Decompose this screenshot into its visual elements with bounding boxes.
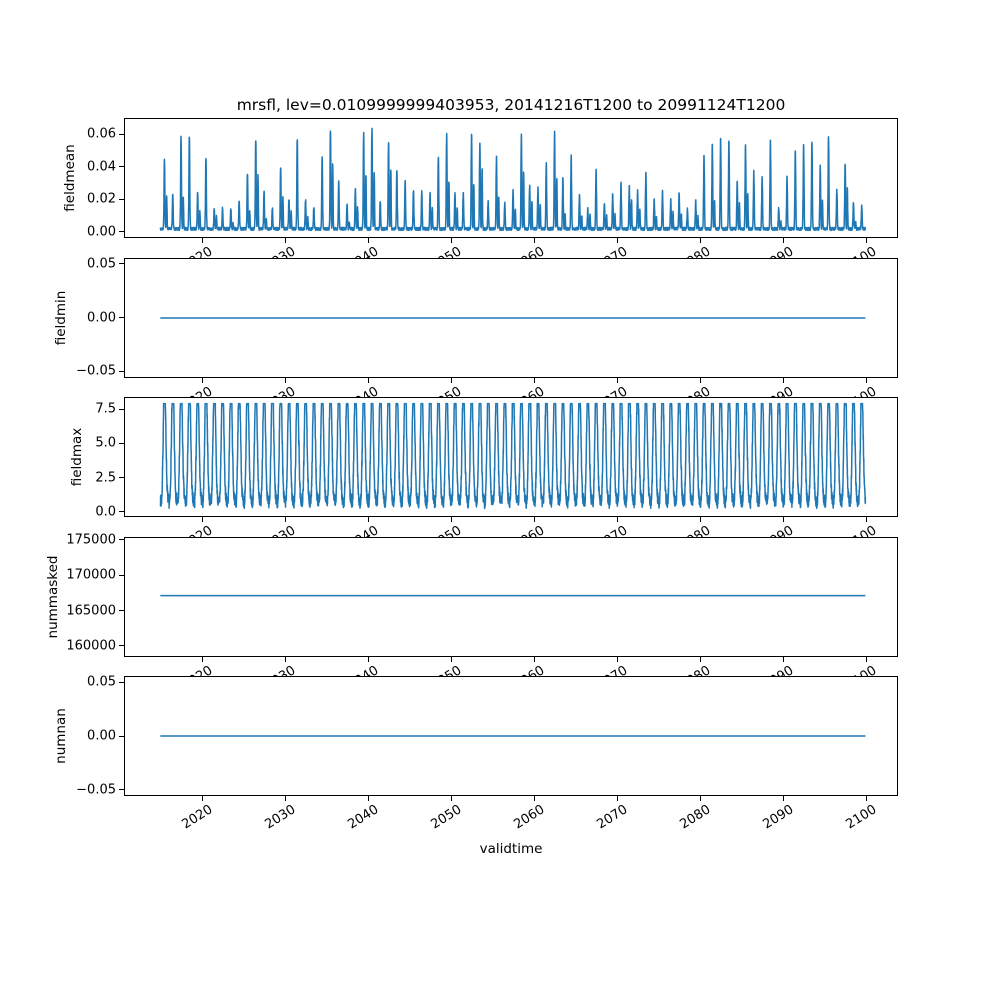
x-tick (783, 378, 784, 383)
x-tick (866, 657, 867, 662)
y-axis-label-fieldmin: fieldmin (53, 290, 69, 345)
x-tick (451, 517, 452, 522)
y-tick (119, 789, 124, 790)
x-tick (202, 517, 203, 522)
subplot-numnan (53, 674, 898, 833)
x-tick (866, 517, 867, 522)
y-tick (119, 317, 124, 318)
x-tick (534, 796, 535, 801)
y-tick (119, 231, 124, 232)
x-tick (451, 657, 452, 662)
y-tick-label: 0.0 (95, 504, 116, 520)
y-tick (119, 736, 124, 737)
x-tick (285, 378, 286, 383)
x-tick (534, 238, 535, 243)
x-tick (368, 378, 369, 383)
y-tick-label: 0.00 (87, 310, 116, 325)
y-axis-label-numnan: numnan (53, 708, 69, 764)
y-tick-label: 0.04 (87, 159, 116, 175)
y-tick (119, 511, 124, 512)
x-tick (700, 238, 701, 243)
y-tick (119, 263, 124, 264)
x-tick (368, 657, 369, 662)
x-tick (700, 657, 701, 662)
y-axis-label-fieldmean: fieldmean (62, 144, 78, 212)
x-tick (202, 238, 203, 243)
plot-area (125, 119, 897, 237)
y-tick-label: −0.05 (76, 363, 116, 379)
x-tick (285, 238, 286, 243)
x-tick (783, 238, 784, 243)
x-tick (451, 796, 452, 801)
x-tick (866, 796, 867, 801)
series-line-fieldmax (160, 404, 865, 509)
x-tick (534, 517, 535, 522)
x-tick (202, 657, 203, 662)
y-axis-label-fieldmax: fieldmax (69, 427, 85, 487)
x-tick (866, 238, 867, 243)
y-tick-label: −0.05 (76, 782, 116, 798)
x-tick-label: 2060 (511, 802, 548, 833)
y-tick (119, 645, 124, 646)
plot-area (125, 677, 897, 795)
y-tick (119, 539, 124, 540)
plot-area (125, 398, 897, 516)
x-tick (783, 517, 784, 522)
y-tick (119, 575, 124, 576)
y-tick-label: 5.0 (95, 435, 116, 451)
y-tick-label: 175000 (66, 532, 116, 548)
y-tick-label: 0.00 (87, 728, 116, 744)
x-tick (368, 796, 369, 801)
x-tick (866, 378, 867, 383)
subplot-fieldmax (69, 397, 898, 520)
x-tick-label: 2080 (677, 802, 714, 833)
x-tick-label: 2070 (594, 802, 631, 833)
x-tick (451, 238, 452, 243)
x-tick (368, 238, 369, 243)
subplot-fieldmin (53, 256, 898, 379)
x-tick-label: 2090 (760, 802, 797, 833)
y-tick-label: 160000 (66, 638, 116, 654)
chart-title: mrsfl, lev=0.0109999999403953, 20141216T1200 to 20991124T1200 (236, 96, 786, 114)
y-tick-label: 0.06 (87, 126, 116, 142)
plot-area (125, 259, 897, 377)
x-tick (617, 657, 618, 662)
y-tick-label: 0.00 (87, 224, 116, 240)
y-tick-label: 165000 (66, 603, 116, 619)
x-tick (783, 796, 784, 801)
x-tick-label: 2020 (179, 802, 216, 833)
x-tick (534, 378, 535, 383)
y-tick-label: 170000 (66, 567, 116, 583)
y-tick-label: 0.02 (87, 191, 116, 207)
y-tick-label: 0.05 (87, 674, 116, 690)
y-tick (119, 682, 124, 683)
y-tick (119, 166, 124, 167)
x-tick (617, 238, 618, 243)
y-tick (119, 409, 124, 410)
y-tick (119, 610, 124, 611)
x-tick (700, 378, 701, 383)
x-tick (700, 796, 701, 801)
x-tick (617, 517, 618, 522)
y-tick-label: 0.05 (87, 256, 116, 272)
x-tick (202, 378, 203, 383)
x-tick-label: 2100 (843, 802, 880, 833)
x-tick (451, 378, 452, 383)
x-tick-label: 2030 (262, 802, 299, 833)
x-tick (285, 796, 286, 801)
y-tick (119, 199, 124, 200)
x-tick (285, 657, 286, 662)
y-tick (119, 477, 124, 478)
x-tick (534, 657, 535, 662)
x-tick (368, 517, 369, 522)
x-tick-label: 2050 (428, 802, 465, 833)
x-tick (202, 796, 203, 801)
x-tick (617, 378, 618, 383)
subplot-fieldmean (62, 118, 898, 240)
x-tick (783, 657, 784, 662)
y-axis-label-nummasked: nummasked (45, 555, 61, 638)
x-axis-label: validtime (479, 841, 543, 857)
x-tick (285, 517, 286, 522)
y-tick-label: 2.5 (95, 470, 116, 486)
x-tick (617, 796, 618, 801)
plot-area (125, 538, 897, 656)
x-tick-label: 2040 (345, 802, 382, 833)
series-line-fieldmean (160, 128, 865, 230)
x-tick (700, 517, 701, 522)
y-tick (119, 443, 124, 444)
y-tick-label: 7.5 (95, 401, 116, 417)
subplot-nummasked (45, 532, 898, 657)
y-tick (119, 371, 124, 372)
y-tick (119, 134, 124, 135)
